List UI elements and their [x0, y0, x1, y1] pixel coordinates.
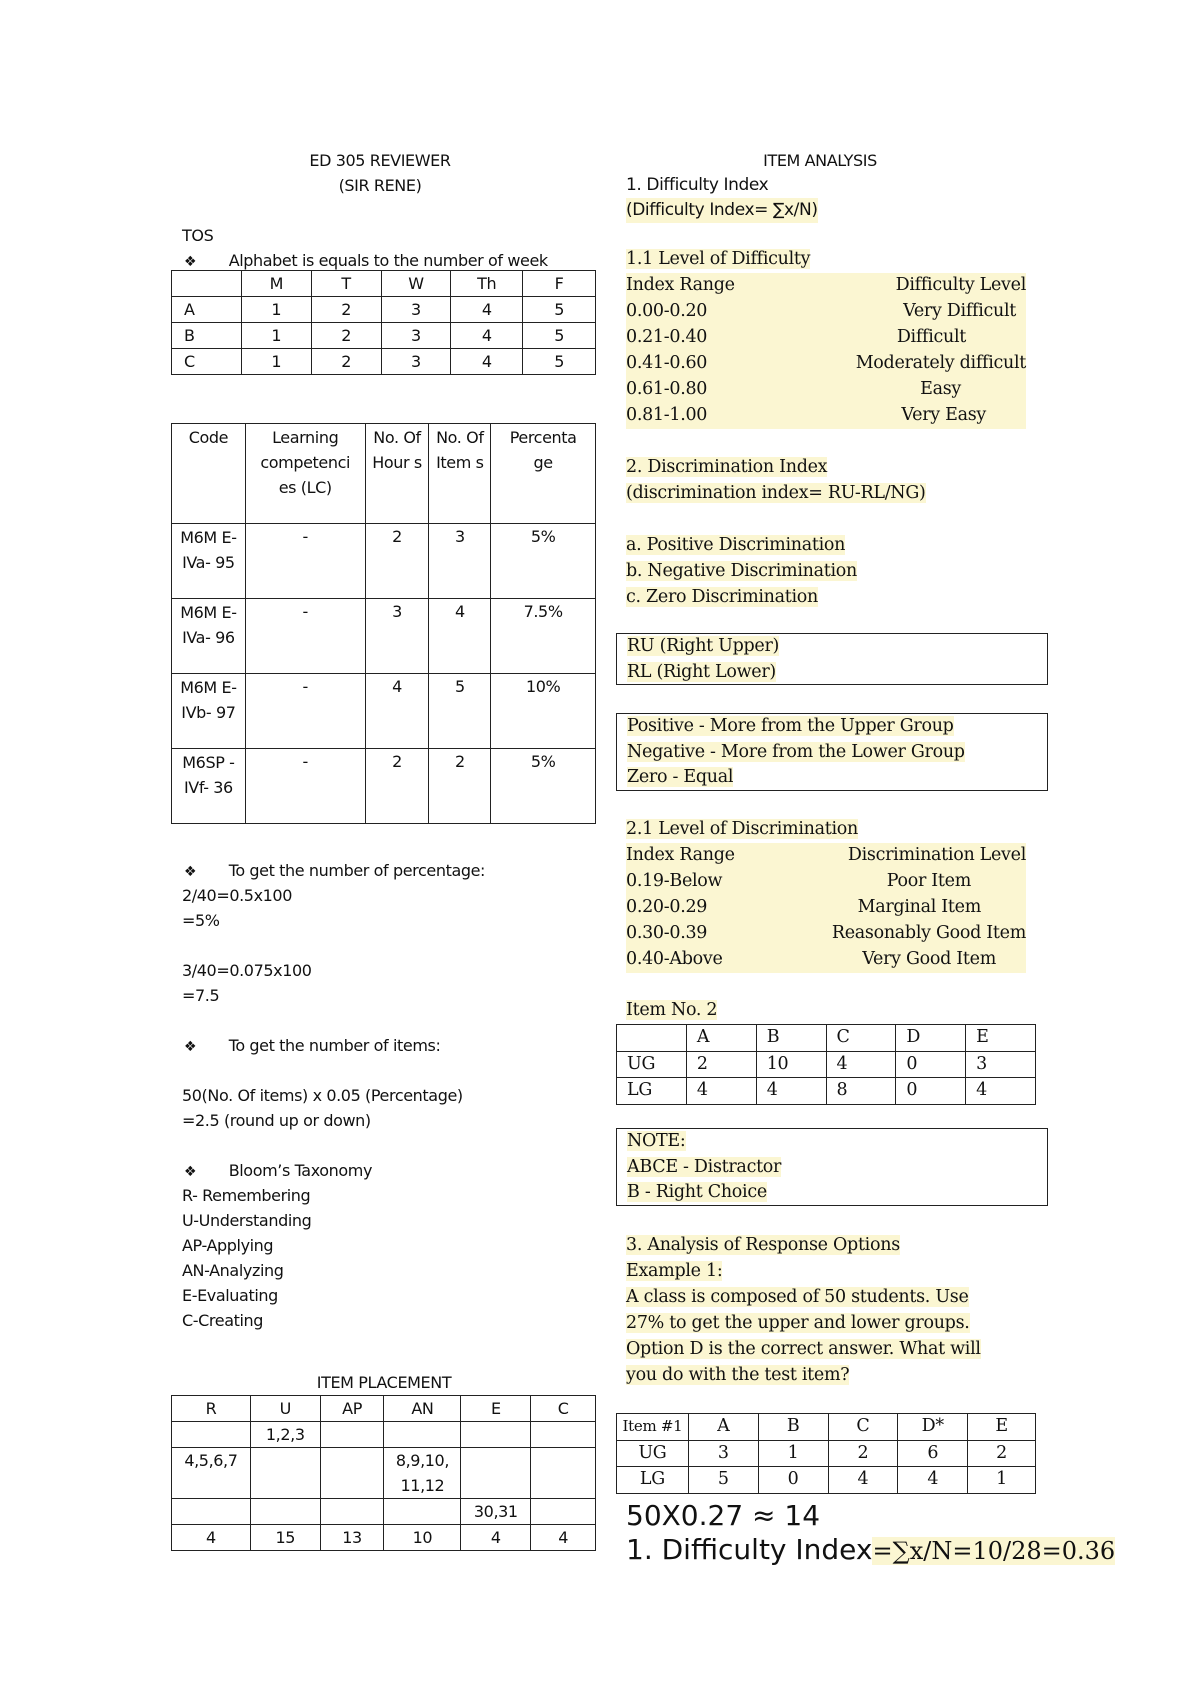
- response-options-block: [626, 1233, 981, 1389]
- header-cell: AN: [384, 1396, 461, 1422]
- table-cell: 5%: [491, 524, 596, 599]
- table-cell: 4: [461, 1525, 531, 1551]
- header-cell: [172, 271, 242, 297]
- header-cell: A: [688, 1414, 758, 1441]
- level-cell: Easy: [920, 379, 961, 399]
- level-cell: Marginal Item: [857, 897, 981, 917]
- example-label: Example 1:: [626, 1261, 723, 1281]
- header-cell: AP: [320, 1396, 384, 1422]
- table-row: [172, 749, 596, 824]
- diamond-bullet-icon: ❖: [184, 1164, 197, 1180]
- box-line: RU (Right Upper): [627, 636, 780, 656]
- table-cell: [531, 1499, 596, 1525]
- discrimination-legend-box: [616, 713, 1048, 791]
- table-row: [617, 1051, 1036, 1078]
- table-cell: [320, 1448, 384, 1499]
- table-cell: M6M E-IVa- 96: [172, 599, 246, 674]
- table-cell: 4: [898, 1467, 968, 1494]
- table-row: [617, 1078, 1036, 1105]
- table-cell: 1: [968, 1467, 1036, 1494]
- header-cell: C: [828, 1414, 898, 1441]
- header-cell: E: [461, 1396, 531, 1422]
- table-cell: LG: [617, 1467, 689, 1494]
- table-cell: 5: [429, 674, 491, 749]
- range-header: Index Range: [626, 845, 735, 865]
- table-cell: C: [172, 349, 242, 375]
- header-cell: E: [966, 1025, 1036, 1052]
- level-header: Difficulty Level: [895, 275, 1026, 295]
- table-cell: UG: [617, 1440, 689, 1467]
- header-cell: U: [250, 1396, 320, 1422]
- table-cell: 4: [966, 1078, 1036, 1105]
- box-line: Zero - Equal: [627, 767, 734, 787]
- items-bullet: [184, 1033, 440, 1060]
- table-cell: 4: [365, 674, 429, 749]
- range-header: Index Range: [626, 275, 735, 295]
- level-of-discrimination-block: [626, 817, 1026, 973]
- table-cell: 1: [241, 297, 311, 323]
- level-cell: Very Easy: [901, 405, 986, 425]
- header-cell: Th: [451, 271, 523, 297]
- table-cell: 4: [451, 297, 523, 323]
- level-of-difficulty-block: [626, 247, 1026, 429]
- table-cell: 7.5%: [491, 599, 596, 674]
- header-cell: B: [758, 1414, 828, 1441]
- section-heading: 2. Discrimination Index: [626, 457, 828, 477]
- level-cell: Reasonably Good Item: [831, 923, 1026, 943]
- table-cell: 3: [365, 599, 429, 674]
- table-row: [626, 351, 1026, 377]
- item-label-text: Item No. 2: [626, 1000, 718, 1020]
- header-cell: C: [826, 1025, 896, 1052]
- header-cell: D: [896, 1025, 966, 1052]
- table-cell: 3: [688, 1440, 758, 1467]
- table-cell: UG: [617, 1051, 687, 1078]
- table-cell: 2: [828, 1440, 898, 1467]
- table-row: [626, 299, 1026, 325]
- difficulty-index-formula: (Difficulty Index= ∑x/N): [626, 198, 818, 223]
- level-header: Discrimination Level: [847, 845, 1026, 865]
- header-cell: C: [531, 1396, 596, 1422]
- table-row: [172, 1422, 596, 1448]
- sample-size-calc: 50X0.27 ≈ 14: [626, 1499, 821, 1532]
- table-cell: -: [245, 599, 365, 674]
- table-cell: 3: [381, 323, 451, 349]
- table-cell: [320, 1422, 384, 1448]
- level-cell: Poor Item: [886, 871, 971, 891]
- table-header: [626, 843, 1026, 869]
- header-cell: No. Of Item s: [429, 424, 491, 524]
- table-cell: [384, 1499, 461, 1525]
- header-cell: D*: [898, 1414, 968, 1441]
- diamond-bullet-icon: ❖: [184, 864, 197, 880]
- table-cell: 4: [756, 1078, 826, 1105]
- title-line: ED 305 REVIEWER: [309, 151, 451, 170]
- note-box: [616, 1128, 1048, 1206]
- difficulty-index-calc: [626, 1531, 1115, 1570]
- table-row: [172, 323, 596, 349]
- item-no-2-label: [626, 998, 717, 1024]
- table-cell: 4: [686, 1078, 756, 1105]
- table-cell: M6M E-IVa- 95: [172, 524, 246, 599]
- list-item: a. Positive Discrimination: [626, 535, 846, 555]
- level-cell: Very Good Item: [862, 949, 996, 969]
- header-cell: B: [756, 1025, 826, 1052]
- range-cell: 0.00-0.20: [626, 301, 708, 321]
- table-row: [172, 349, 596, 375]
- example-line: A class is composed of 50 students. Use: [626, 1287, 969, 1307]
- table-cell: 2: [311, 323, 381, 349]
- table-cell: [531, 1448, 596, 1499]
- table-cell: 4,5,6,7: [172, 1448, 251, 1499]
- table-cell: [172, 1422, 251, 1448]
- table-cell: [250, 1499, 320, 1525]
- table-row: [626, 377, 1026, 403]
- table-cell: 3: [381, 349, 451, 375]
- table-cell: 0: [896, 1051, 966, 1078]
- range-cell: 0.30-0.39: [626, 923, 708, 943]
- table-cell: [172, 1499, 251, 1525]
- calc-line: 2/40=0.5x100: [182, 886, 292, 905]
- range-cell: 0.19-Below: [626, 871, 723, 891]
- table-cell: 15: [250, 1525, 320, 1551]
- note-line: B - Right Choice: [627, 1182, 767, 1202]
- table-row: [626, 895, 1026, 921]
- item-1-table: [616, 1413, 1036, 1494]
- table-cell: 3: [429, 524, 491, 599]
- week-table-header: [172, 271, 596, 297]
- table-cell: M6M E-IVb- 97: [172, 674, 246, 749]
- header-cell: R: [172, 1396, 251, 1422]
- box-line: RL (Right Lower): [627, 661, 776, 682]
- list-item: R- Remembering: [182, 1186, 311, 1205]
- table-cell: [320, 1499, 384, 1525]
- subtitle-line: (SIR RENE): [338, 176, 422, 195]
- header-cell: A: [686, 1025, 756, 1052]
- example-line: 27% to get the upper and lower groups.: [626, 1313, 970, 1333]
- placement-table-header: [172, 1396, 596, 1422]
- range-cell: 0.40-Above: [626, 949, 723, 969]
- table-cell: A: [172, 297, 242, 323]
- tos-bullet-text: Alphabet is equals to the number of week: [228, 251, 548, 270]
- calc-line: =2.5 (round up or down): [182, 1111, 371, 1130]
- table-cell: 5%: [491, 749, 596, 824]
- table-cell: 2: [311, 297, 381, 323]
- header-cell: M: [241, 271, 311, 297]
- table-cell: B: [172, 323, 242, 349]
- table-cell: 8,9,10, 11,12: [384, 1448, 461, 1499]
- table-cell: 3: [966, 1051, 1036, 1078]
- reviewer-title: [170, 148, 590, 198]
- table-cell: -: [245, 674, 365, 749]
- table-cell: 1,2,3: [250, 1422, 320, 1448]
- section-heading: 2.1 Level of Discrimination: [626, 819, 858, 839]
- item-2-header: [617, 1025, 1036, 1052]
- table-cell: 5: [523, 349, 596, 375]
- header-cell: E: [968, 1414, 1036, 1441]
- table-row: [172, 1448, 596, 1499]
- calc-line: 3/40=0.075x100: [182, 961, 312, 980]
- table-cell: 6: [898, 1440, 968, 1467]
- ru-rl-box: [616, 633, 1048, 685]
- table-cell: 8: [826, 1078, 896, 1105]
- item-1-header: [617, 1414, 1036, 1441]
- table-cell: -: [245, 749, 365, 824]
- list-item: AP-Applying: [182, 1236, 274, 1255]
- table-cell: 30,31: [461, 1499, 531, 1525]
- bloom-bullet-text: Bloom’s Taxonomy: [228, 1161, 373, 1180]
- table-cell: 2: [311, 349, 381, 375]
- discrimination-formula: (discrimination index= RU-RL/NG): [626, 483, 926, 503]
- table-cell: [461, 1448, 531, 1499]
- calc-line: =5%: [182, 911, 220, 930]
- table-cell: [250, 1448, 320, 1499]
- table-cell: -: [245, 524, 365, 599]
- table-cell: 5: [523, 297, 596, 323]
- item-placement-table: [171, 1395, 596, 1551]
- table-cell: 13: [320, 1525, 384, 1551]
- percentage-calc: [182, 883, 312, 1008]
- items-bullet-text: To get the number of items:: [228, 1036, 441, 1055]
- percentage-bullet-text: To get the number of percentage:: [228, 861, 486, 880]
- item-analysis-title: ITEM ANALYSIS: [763, 151, 877, 170]
- week-table: [171, 270, 596, 375]
- bloom-list: [182, 1183, 311, 1333]
- table-row: [626, 325, 1026, 351]
- table-cell: 2: [365, 749, 429, 824]
- range-cell: 0.20-0.29: [626, 897, 708, 917]
- level-cell: Moderately difficult: [855, 353, 1026, 373]
- table-header: [626, 273, 1026, 299]
- header-cell: Code: [172, 424, 246, 524]
- header-cell: [617, 1025, 687, 1052]
- note-title: NOTE:: [627, 1131, 686, 1151]
- calc-line: =7.5: [182, 986, 220, 1005]
- table-row: [626, 947, 1026, 973]
- list-item: AN-Analyzing: [182, 1261, 284, 1280]
- item-2-table: [616, 1024, 1036, 1105]
- list-item: E-Evaluating: [182, 1286, 278, 1305]
- difficulty-index-block: [626, 173, 818, 223]
- range-cell: 0.61-0.80: [626, 379, 708, 399]
- table-cell: 4: [826, 1051, 896, 1078]
- table-cell: 0: [896, 1078, 966, 1105]
- difficulty-index-heading: 1. Difficulty Index: [626, 175, 769, 195]
- table-row: [172, 1499, 596, 1525]
- table-row: [172, 599, 596, 674]
- table-cell: 4: [429, 599, 491, 674]
- diamond-bullet-icon: ❖: [184, 254, 197, 270]
- table-row: [172, 524, 596, 599]
- table-row: [626, 921, 1026, 947]
- tos-label: TOS: [182, 226, 214, 245]
- table-cell: [384, 1422, 461, 1448]
- table-cell: 4: [531, 1525, 596, 1551]
- header-cell: W: [381, 271, 451, 297]
- table-cell: 10: [756, 1051, 826, 1078]
- items-calc: [182, 1083, 463, 1133]
- table-cell: M6SP -IVf- 36: [172, 749, 246, 824]
- table-cell: 1: [758, 1440, 828, 1467]
- table-cell: 4: [451, 323, 523, 349]
- header-cell: No. Of Hour s: [365, 424, 429, 524]
- table-cell: 4: [172, 1525, 251, 1551]
- header-cell: Learning competenci es (LC): [245, 424, 365, 524]
- table-cell: LG: [617, 1078, 687, 1105]
- table-cell: 1: [241, 323, 311, 349]
- header-cell: T: [311, 271, 381, 297]
- list-item: C-Creating: [182, 1311, 264, 1330]
- table-row: [172, 674, 596, 749]
- table-row: [617, 1440, 1036, 1467]
- level-cell: Very Difficult: [903, 301, 1016, 321]
- lc-table-header: [172, 424, 596, 524]
- table-row: [617, 1467, 1036, 1494]
- discrimination-index-block: [626, 455, 926, 611]
- table-cell: 4: [828, 1467, 898, 1494]
- table-cell: 10%: [491, 674, 596, 749]
- table-cell: 4: [451, 349, 523, 375]
- range-cell: 0.41-0.60: [626, 353, 708, 373]
- calc-suffix: =∑x/N=10/28=0.36: [872, 1537, 1116, 1565]
- section-heading: 3. Analysis of Response Options: [626, 1235, 900, 1255]
- table-row: [626, 869, 1026, 895]
- table-cell: 5: [688, 1467, 758, 1494]
- table-cell: 10: [384, 1525, 461, 1551]
- table-cell: 1: [241, 349, 311, 375]
- bloom-bullet: [184, 1158, 372, 1185]
- note-line: ABCE - Distractor: [627, 1156, 782, 1177]
- table-cell: 5: [523, 323, 596, 349]
- calc-line: 50(No. Of items) x 0.05 (Percentage): [182, 1086, 463, 1105]
- header-cell: Percenta ge: [491, 424, 596, 524]
- table-cell: [461, 1422, 531, 1448]
- level-cell: Difficult: [896, 327, 966, 347]
- item-placement-title: ITEM PLACEMENT: [316, 1373, 452, 1392]
- list-item: b. Negative Discrimination: [626, 561, 857, 581]
- table-row: [172, 297, 596, 323]
- diamond-bullet-icon: ❖: [184, 1039, 197, 1055]
- table-cell: [531, 1422, 596, 1448]
- example-line: Option D is the correct answer. What will: [626, 1339, 981, 1359]
- list-item: U-Understanding: [182, 1211, 312, 1230]
- section-heading: 1.1 Level of Difficulty: [626, 249, 811, 269]
- range-cell: 0.21-0.40: [626, 327, 708, 347]
- table-cell: 2: [968, 1440, 1036, 1467]
- range-cell: 0.81-1.00: [626, 405, 708, 425]
- box-line: Negative - More from the Lower Group: [627, 741, 965, 762]
- table-cell: 3: [381, 297, 451, 323]
- table-cell: 2: [686, 1051, 756, 1078]
- list-item: c. Zero Discrimination: [626, 587, 819, 607]
- header-cell: F: [523, 271, 596, 297]
- header-cell: Item #1: [617, 1414, 689, 1441]
- table-cell: 2: [429, 749, 491, 824]
- box-line: Positive - More from the Upper Group: [627, 716, 954, 736]
- calc-prefix: 1. Difficulty Index: [626, 1533, 873, 1566]
- table-cell: 2: [365, 524, 429, 599]
- example-line: you do with the test item?: [626, 1365, 850, 1385]
- learning-competencies-table: [171, 423, 596, 824]
- percentage-bullet: [184, 858, 485, 885]
- table-cell: 0: [758, 1467, 828, 1494]
- table-row: [626, 403, 1026, 429]
- table-row: [172, 1525, 596, 1551]
